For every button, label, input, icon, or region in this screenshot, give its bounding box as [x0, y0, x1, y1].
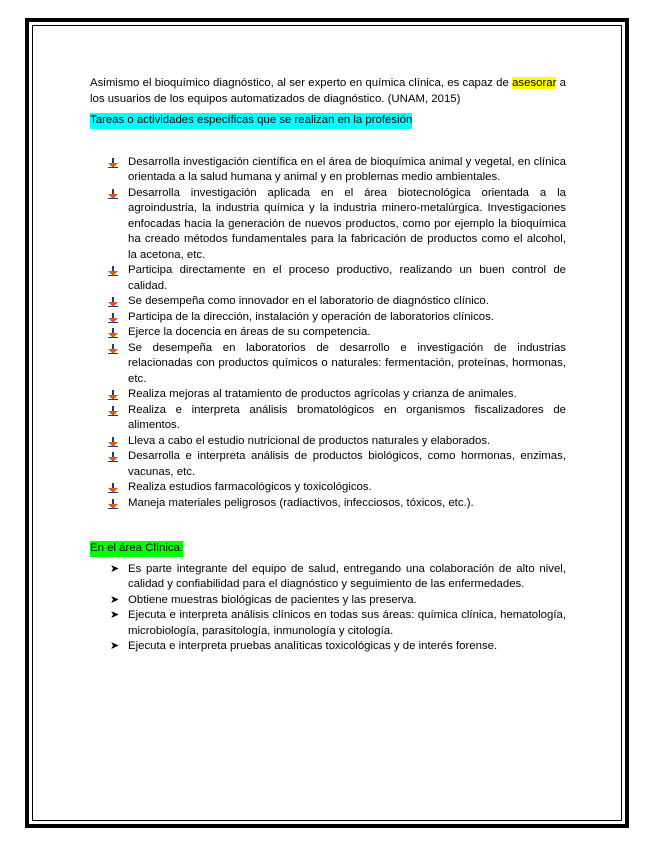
clinical-text: Ejecuta e interpreta pruebas analíticas toxicológicas y de interés forense.: [128, 640, 498, 652]
task-text: Realiza estudios farmacológicos y toxicológicos.: [128, 481, 372, 493]
clinical-heading: En el área Clínica:: [90, 541, 183, 557]
task-item: [90, 341, 566, 388]
document-body: [90, 76, 566, 655]
down-arrow-bullet-icon: [108, 297, 118, 307]
task-text: Desarrolla e interpreta análisis de productos biológicos, como hormonas, enzimas, vacunas, etc.: [128, 450, 566, 478]
down-arrow-bullet-icon: [108, 344, 118, 354]
task-item: [90, 480, 566, 496]
task-item: [90, 294, 566, 310]
task-item: [90, 186, 566, 264]
clinical-list: [90, 562, 566, 655]
clinical-item: [90, 562, 566, 593]
intro-paragraph: [90, 76, 566, 107]
task-text: Maneja materiales peligrosos (radiactivos, infecciosos, tóxicos, etc.).: [128, 496, 474, 509]
down-arrow-bullet-icon: [108, 189, 118, 199]
intro-text-start: Asimismo el bioquímico diagnóstico, al ser experto en química clínica, es capaz de: [90, 77, 513, 89]
task-item: [90, 449, 566, 480]
down-arrow-bullet-icon: [108, 483, 118, 493]
clinical-item: [90, 608, 566, 639]
task-text: Realiza e interpreta análisis bromatológicos en organismos fiscalizadores de alimentos.: [128, 403, 566, 431]
down-arrow-bullet-icon: [108, 499, 118, 509]
task-item: [90, 263, 566, 294]
down-arrow-bullet-icon: [108, 313, 118, 323]
tasks-list: [90, 155, 566, 512]
task-text: Ejerce la docencia en áreas de su competencia.: [128, 326, 371, 338]
tasks-heading: Tareas o actividades específicas que se realizan en la profesión: [90, 113, 412, 129]
task-item: [90, 496, 566, 512]
highlighted-word: asesorar: [512, 77, 557, 89]
task-item: [90, 310, 566, 326]
arrowhead-bullet-icon: ➤: [110, 593, 120, 606]
clinical-item: [90, 593, 566, 609]
down-arrow-bullet-icon: [108, 406, 118, 416]
down-arrow-bullet-icon: [108, 390, 118, 400]
clinical-text: Obtiene muestras biológicas de pacientes y las preserva.: [128, 593, 417, 606]
intro-text-end: a los usuarios de los equipos automatizados de diagnóstico. (UNAM, 2015): [90, 77, 567, 105]
task-text: Se desempeña en laboratorios de desarrollo e investigación de industrias relacionadas con productos químicos o naturales: fermentación, proteínas, hormonas, etc.: [128, 341, 566, 385]
task-text: Participa de la dirección, instalación y operación de laboratorios clínicos.: [128, 310, 494, 323]
down-arrow-bullet-icon: [108, 437, 118, 447]
clinical-text: Es parte integrante del equipo de salud, entregando una colaboración de alto nivel, calidad y confiabilidad para el diagnóstico y seguimiento de las enfermedades.: [128, 562, 566, 590]
task-text: Se desempeña como innovador en el laboratorio de diagnóstico clínico.: [128, 295, 489, 307]
down-arrow-bullet-icon: [108, 452, 118, 462]
task-item: [90, 387, 566, 403]
task-text: Lleva a cabo el estudio nutricional de productos naturales y elaborados.: [128, 434, 491, 447]
task-text: Participa directamente en el proceso productivo, realizando un buen control de calidad.: [128, 264, 566, 292]
down-arrow-bullet-icon: [108, 328, 118, 338]
down-arrow-bullet-icon: [108, 158, 118, 168]
arrowhead-bullet-icon: ➤: [110, 640, 120, 652]
task-item: [90, 325, 566, 341]
down-arrow-bullet-icon: [108, 266, 118, 276]
arrowhead-bullet-icon: ➤: [110, 609, 120, 621]
task-item: [90, 434, 566, 450]
clinical-item: [90, 639, 566, 655]
task-text: Desarrolla investigación científica en el área de bioquímica animal y vegetal, en clínica orientada a la salud humana y animal y en problemas medio ambientales.: [128, 155, 566, 183]
task-text: Realiza mejoras al tratamiento de productos agrícolas y crianza de animales.: [128, 388, 517, 400]
arrowhead-bullet-icon: ➤: [110, 562, 120, 575]
task-item: [90, 403, 566, 434]
task-item: [90, 155, 566, 186]
clinical-text: Ejecuta e interpreta análisis clínicos en todas sus áreas: química clínica, hematología, microbiología, parasitología, inmunología y citología.: [128, 609, 566, 637]
task-text: Desarrolla investigación aplicada en el área biotecnológica orientada a la agroindustria, la industria química y la industria minero-metalúrgica. Investigaciones enfocadas hacia la generación de nuevos productos, como por ejemplo la bioquímica ha creado métodos fundamentales para la fabricación de productos como el alcohol, la acetona, etc.: [128, 186, 566, 261]
